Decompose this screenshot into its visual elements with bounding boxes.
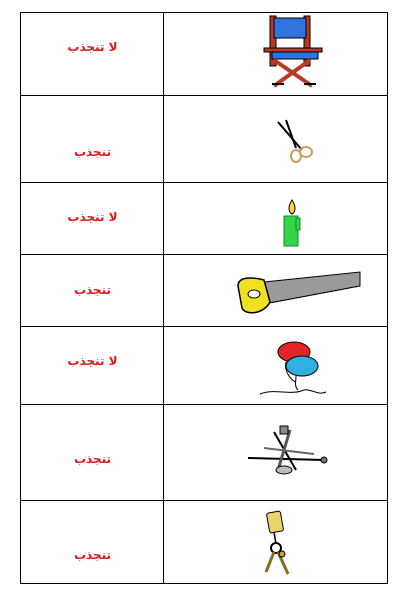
answer-label: لا تنجذب	[67, 40, 118, 54]
row-divider	[20, 254, 388, 255]
row-divider	[20, 500, 388, 501]
table-border-bottom	[20, 583, 388, 584]
row-divider	[20, 182, 388, 183]
table-border-top	[20, 12, 388, 13]
row-divider	[20, 326, 388, 327]
balloons-icon	[256, 340, 328, 400]
answer-label: تنجذب	[73, 452, 112, 466]
table-border-left	[20, 12, 21, 584]
scissors-icon	[274, 118, 318, 164]
answer-label: تنجذب	[73, 283, 112, 297]
answer-label: تنجذب	[73, 145, 112, 159]
answer-label: تنجذب	[73, 548, 112, 562]
row-divider	[20, 95, 388, 96]
candle-icon	[280, 198, 304, 248]
director-chair-icon	[262, 14, 330, 90]
keys-icon	[260, 508, 300, 578]
saw-icon	[234, 268, 362, 318]
nails-bolts-icon	[244, 424, 332, 476]
row-divider	[20, 404, 388, 405]
answer-label: لا تنجذب	[67, 354, 118, 368]
answer-label: لا تنجذب	[67, 210, 118, 224]
column-divider	[163, 12, 164, 584]
table-border-right	[387, 12, 388, 584]
